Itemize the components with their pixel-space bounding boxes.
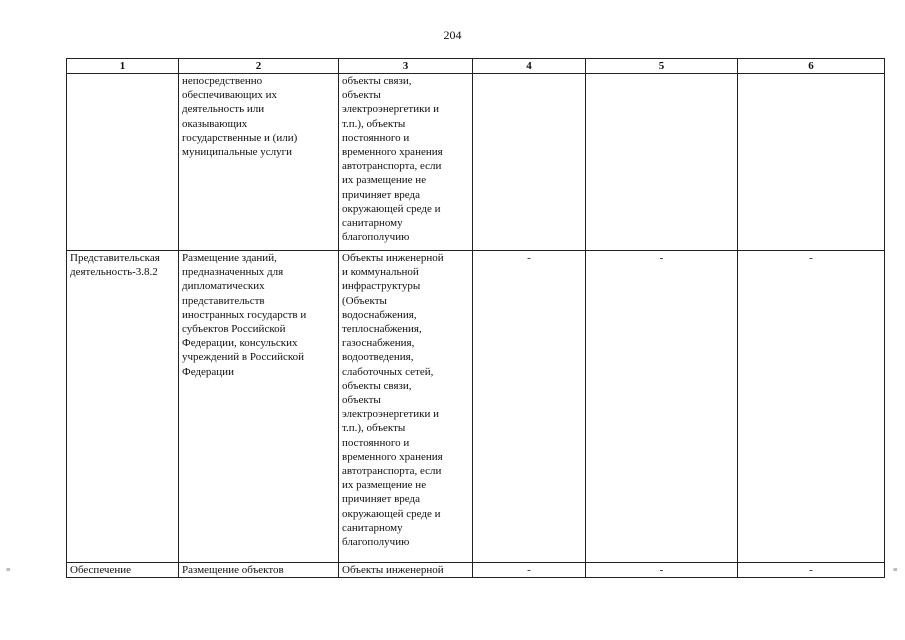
table-cell <box>586 251 738 563</box>
table-cell <box>67 563 179 578</box>
cell-text: - <box>527 564 531 576</box>
table-cell <box>179 74 339 251</box>
table-cell <box>339 251 473 563</box>
table-cell <box>586 563 738 578</box>
column-header-6: 6 <box>738 59 885 74</box>
cell-text: - <box>809 252 813 264</box>
table-cell <box>586 74 738 251</box>
column-header-4: 4 <box>473 59 586 74</box>
land-use-table <box>66 58 885 578</box>
column-header-3: 3 <box>339 59 473 74</box>
cell-text: Представительская деятельность-3.8.2 <box>70 252 160 279</box>
table-cell <box>473 74 586 251</box>
table-cell <box>473 563 586 578</box>
page-number: 204 <box>443 28 462 42</box>
table-row <box>67 251 885 563</box>
table-cell <box>738 251 885 563</box>
cell-text: - <box>809 564 813 576</box>
cell-text: Размещение зданий, предназначенных для дипломатических представительств иностранных государств и субъектов Российской Федерации, консульских учреждений в Российской Федерации <box>182 252 307 378</box>
cell-text: Объекты инженерной <box>342 564 444 576</box>
cell-text: - <box>659 564 664 576</box>
table-cell <box>339 563 473 578</box>
cell-text: Обеспечение <box>70 564 131 576</box>
column-header-1: 1 <box>67 59 179 74</box>
left-margin-mark: ≡ <box>6 565 11 574</box>
table-cell <box>179 251 339 563</box>
table-cell <box>179 563 339 578</box>
table-header-row <box>67 59 885 74</box>
cell-text: объекты связи, объекты электроэнергетики и т.п.), объекты постоянного и временного хранения автотранспорта, если их размещение не причиняет вреда окружающей среде и санитарному благополучию <box>342 75 443 244</box>
table-cell <box>67 251 179 563</box>
cell-text: - <box>659 252 664 264</box>
table-cell <box>339 74 473 251</box>
table-row <box>67 563 885 578</box>
right-margin-mark: ≡ <box>893 565 898 574</box>
table-cell <box>67 74 179 251</box>
table-cell <box>738 563 885 578</box>
cell-text: Объекты инженерной и коммунальной инфраструктуры (Объекты водоснабжения, теплоснабжения, газоснабжения, водоотведения, слаботочных сетей, объекты связи, объекты электроэнергетики и т.п.), объекты постоянного и временного хранения автотранспорта, если их размещение не причиняет вреда окружающей среде и санитарному благополучию <box>342 252 444 549</box>
table-cell <box>473 251 586 563</box>
table-cell <box>738 74 885 251</box>
table-row <box>67 74 885 251</box>
cell-text: Размещение объектов <box>182 564 284 576</box>
cell-text: - <box>527 252 531 264</box>
column-header-5: 5 <box>586 59 738 74</box>
column-header-2: 2 <box>179 59 339 74</box>
cell-text: непосредственно обеспечивающих их деятельность или оказывающих государственные и (или) муниципальные услуги <box>182 75 298 159</box>
